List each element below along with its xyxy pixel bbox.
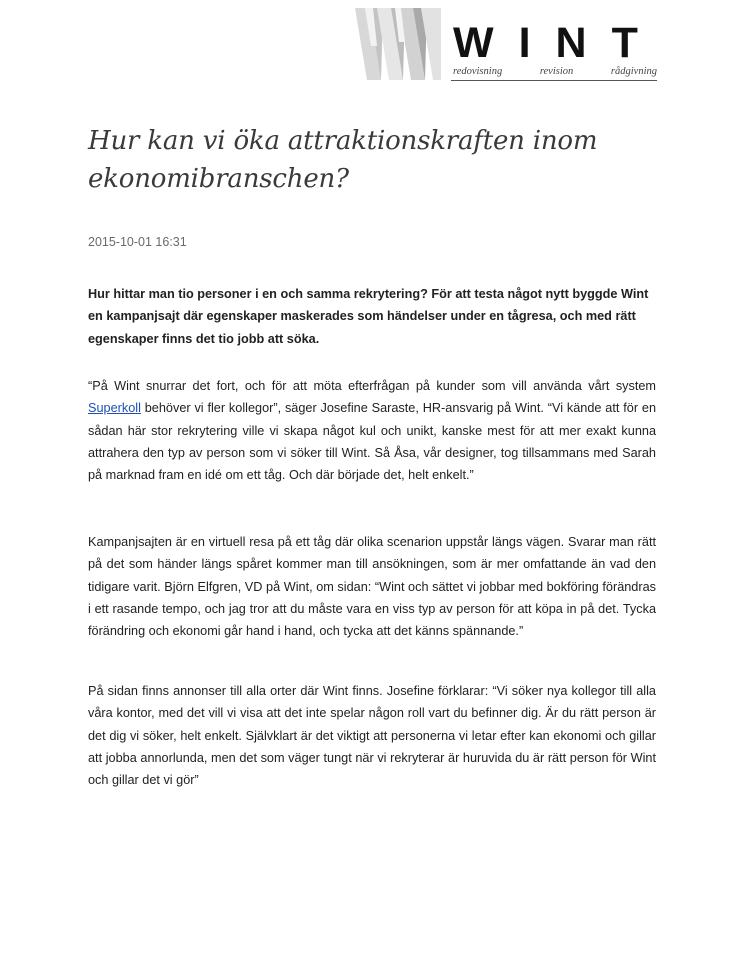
article-title: Hur kan vi öka attraktionskraften inom ekonomibranschen?	[88, 126, 598, 194]
logo-taglines	[453, 66, 657, 77]
logo-tag-radgivning: rådgivning	[610, 66, 657, 77]
publish-date: 2015-10-01 16:31	[88, 235, 187, 249]
logo-tag-redovisning: redovisning	[453, 66, 503, 77]
logo-wordmark: WINT	[453, 19, 663, 67]
company-logo	[355, 6, 663, 82]
wint-logo-mark-icon	[355, 6, 441, 82]
article-paragraph-2: Kampanjsajten är en virtuell resa på ett tåg där olika scenarion uppstår längs vägen. Svarar man rätt på det som händer längs spåret kommer man till ansökningen, som är mer omfattande än vad den tidigare varit. Björn Elfgren, VD på Wint, om sidan: “Wint och sättet vi jobbar med bokföring förändras i ett rasande tempo, och jag tror att du måste vara en viss typ av person för att köpa in på det. Tycka förändring och ekonomi går hand i hand, och tycka att det känns spännande.”	[88, 535, 656, 639]
article-paragraph-1	[88, 375, 656, 486]
paragraph-1-text-before-link: “På Wint snurrar det fort, och för att möta efterfrågan på kunder som vill använda vårt system	[88, 379, 656, 393]
logo-tag-revision: revision	[539, 66, 574, 77]
superkoll-link[interactable]: Superkoll	[88, 401, 141, 416]
paragraph-1-text-after-link: behöver vi fler kollegor”, säger Josefine Saraste, HR-ansvarig på Wint. “Vi kände att för en sådan här stor rekrytering ville vi skapa något kul och unikt, kanske mest för att mer exakt kunna attrahera den typ av person som vi söker till Wint. Så Åsa, vår designer, tog tillsammans med Sarah på marknad fram en idé om ett tåg. Och där började det, helt enkelt.”	[88, 401, 656, 483]
logo-divider	[451, 80, 657, 81]
article-paragraph-3: På sidan finns annonser till alla orter där Wint finns. Josefine förklarar: “Vi söker nya kollegor till alla våra kontor, med det vill vi visa att det inte spelar någon roll vart du befinner dig. Är du rätt person är det dig vi söker, helt enkelt. Självklart är det viktigt att personerna vi letar efter kan ekonomi och gillar att jobba annorlunda, men det som väger tungt när vi rekryterar är huruvida du är rätt person för Wint och gillar det vi gör”	[88, 684, 656, 788]
article-lead: Hur hittar man tio personer i en och samma rekrytering? För att testa något nytt byggde Wint en kampanjsajt där egenskaper maskerades som händelser under en tågresa, och med rätt egenskaper finns det tio jobb att söka.	[88, 287, 649, 346]
